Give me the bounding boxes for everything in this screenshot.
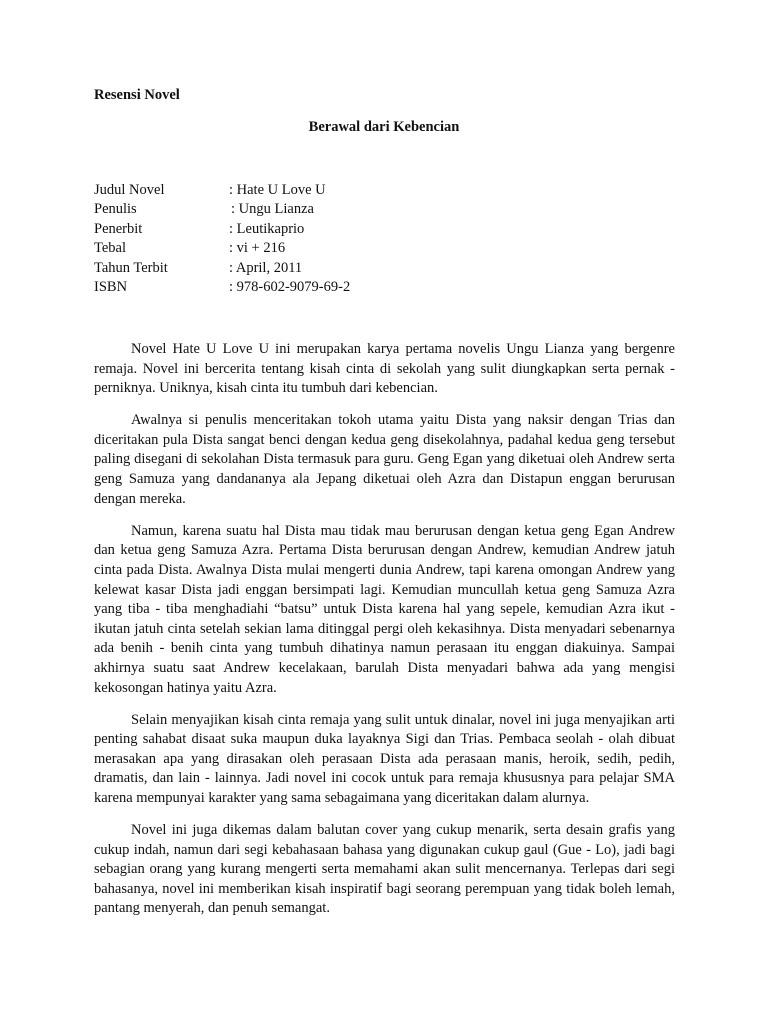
book-info-value: : Hate U Love U (229, 182, 326, 198)
document-title: Berawal dari Kebencian (308, 119, 460, 135)
book-info-value: : Ungu Lianza (231, 201, 314, 218)
book-info-label: Tahun Terbit (94, 259, 168, 276)
book-info-row-author (94, 200, 674, 219)
document-label: Resensi Novel (94, 87, 180, 103)
book-info-label: ISBN (94, 278, 128, 295)
paragraph: Namun, karena suatu hal Dista mau tidak mau berurusan dengan ketua geng Egan Andrew dan ketua geng Samuza Azra. Pertama Dista berurusan dengan Andrew, kemudian Andrew jatuh cinta pada Dista. Awalnya Dista mulai mengerti dunia Andrew, tapi karena omongan Andrew yang kelewat kasar Dista jadi enggan bersimpati lagi. Kemudian muncullah ketua geng Samuza Azra yang tiba - tiba menghadiahi “batsu” untuk Dista karena hal yang sepele, kemudian Azra ikut - ikutan jatuh cinta setelah sekian lama ditinggal pergi oleh kekasihnya. Dista menyadari sebenarnya ada benih - benih cinta yang tumbuh dihatinya namun perasaan itu enggan diakuinya. Sampai akhirnya suatu saat Andrew kecelakaan, barulah Dista menyadari bahwa ada yang mengisi kekosongan hatinya yaitu Azra. (94, 522, 675, 696)
book-info-row-publisher (94, 220, 674, 239)
book-info-row-pages (94, 239, 674, 258)
book-info-row-year (94, 259, 674, 278)
book-info-value: : Leutikaprio (229, 220, 305, 237)
book-info-value: : 978-602-9079-69-2 (229, 278, 351, 295)
paragraph: Awalnya si penulis menceritakan tokoh utama yaitu Dista yang naksir dengan Trias dan diceritakan pula Dista sangat benci dengan kedua geng disekolahnya, padahal kedua geng tersebut paling disegani di sekolahan Dista termasuk para guru. Geng Egan yang diketuai oleh Andrew serta geng Samuza yang dandananya ala Jepang diketuai oleh Azra dan Distapun enggan berurusan dengan mereka. (94, 412, 675, 507)
book-info-label: Penulis (94, 201, 137, 218)
book-info-label: Judul Novel (94, 182, 165, 198)
paragraph: Novel ini juga dikemas dalam balutan cover yang cukup menarik, serta desain grafis yang cukup indah, namun dari segi kebahasaan bahasa yang digunakan cukup gaul (Gue - Lo), jadi bagi sebagian orang yang kurang mengerti serta memahami akan sulit mencernanya. Terlepas dari segi bahasanya, novel ini memberikan kisah inspiratif bagi seorang perempuan yang tidak boleh lemah, pantang menyerah, dan penuh semangat. (94, 822, 675, 917)
book-info-row-isbn (94, 278, 674, 297)
paragraph: Novel Hate U Love U ini merupakan karya pertama novelis Ungu Lianza yang bergenre remaja. Novel ini bercerita tentang kisah cinta di sekolah yang sulit diungkapkan serta pernak - perniknya. Uniknya, kisah cinta itu tumbuh dari kebencian. (94, 341, 675, 397)
book-info-label: Tebal (94, 240, 126, 257)
book-info-value: : April, 2011 (229, 259, 303, 276)
review-body (94, 340, 675, 932)
book-info-label: Penerbit (94, 220, 143, 237)
book-info-row-title (94, 181, 674, 200)
book-info-value: : vi + 216 (229, 240, 286, 257)
paragraph: Selain menyajikan kisah cinta remaja yang sulit untuk dinalar, novel ini juga menyajikan arti penting sahabat disaat suka maupun duka layaknya Sigi dan Trias. Pembaca seolah - olah dibuat merasakan apa yang dirasakan oleh perasaan Dista ada perasaan manis, heroik, sedih, pedih, dramatis, dan lain - lainnya. Jadi novel ini cocok untuk para remaja khususnya para pelajar SMA karena mempunyai karakter yang sama sebagaimana yang diceritakan dalam alurnya. (94, 711, 675, 806)
book-info-table (94, 181, 674, 297)
